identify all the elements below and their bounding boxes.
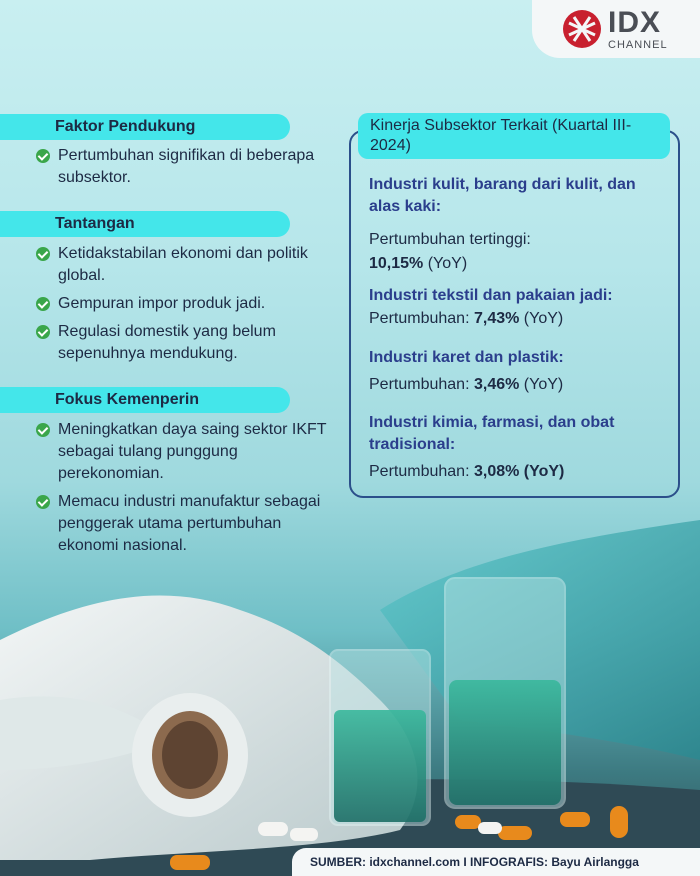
list-item: Pertumbuhan signifikan di beberapa subsektor. <box>36 145 336 189</box>
check-icon <box>36 149 50 163</box>
growth-unit: (YoY) <box>523 463 565 480</box>
check-icon <box>36 325 50 339</box>
growth-unit: (YoY) <box>523 376 564 393</box>
source-credit: SUMBER: idxchannel.com I INFOGRAFIS: Bayu Airlangga <box>292 848 700 876</box>
check-icon <box>36 297 50 311</box>
idx-channel-logo <box>532 0 700 58</box>
growth-value: 7,43% <box>473 310 520 327</box>
fokus-kemenperin-list <box>36 419 336 563</box>
section-title-faktor-pendukung: Faktor Pendukung <box>0 114 290 140</box>
tantangan-list <box>36 243 336 371</box>
list-item: Memacu industri manufaktur sebagai penggerak utama pertumbuhan ekonomi nasional. <box>36 491 336 557</box>
growth-label: Pertumbuhan: <box>369 463 470 480</box>
subsektor-item <box>369 412 669 484</box>
subsektor-item <box>369 174 669 276</box>
growth-label: Pertumbuhan: <box>369 376 470 393</box>
subsektor-item <box>369 285 669 331</box>
subsektor-name: Industri kulit, barang dari kulit, dan alas kaki: <box>369 176 636 215</box>
list-item: Ketidakstabilan ekonomi dan politik global. <box>36 243 336 287</box>
subsektor-growth-row <box>369 307 669 331</box>
growth-unit: (YoY) <box>427 255 468 272</box>
growth-value: 3,08% <box>473 463 520 480</box>
list-item: Gempuran impor produk jadi. <box>36 293 336 315</box>
check-icon <box>36 423 50 437</box>
subsektor-item <box>369 347 669 397</box>
growth-value: 10,15% <box>369 255 424 272</box>
subsektor-growth-row <box>369 373 669 397</box>
list-item: Meningkatkan daya saing sektor IKFT sebagai tulang punggung perekonomian. <box>36 419 336 485</box>
panel-title: Kinerja Subsektor Terkait (Kuartal III-2024) <box>358 113 670 159</box>
subsektor-growth-row <box>369 252 669 276</box>
logo-sub-text: CHANNEL <box>608 38 668 51</box>
growth-value: 3,46% <box>473 376 520 393</box>
check-icon <box>36 247 50 261</box>
logo-main-text: IDX <box>608 5 662 39</box>
section-title-tantangan: Tantangan <box>0 211 290 237</box>
idx-logo-icon <box>562 9 602 49</box>
list-item: Regulasi domestik yang belum sepenuhnya mendukung. <box>36 321 336 365</box>
section-title-fokus-kemenperin: Fokus Kemenperin <box>0 387 290 413</box>
growth-unit: (YoY) <box>523 310 564 327</box>
subsektor-name: Industri tekstil dan pakaian jadi: <box>369 287 613 304</box>
subsektor-name: Industri karet dan plastik: <box>369 349 564 366</box>
growth-label: Pertumbuhan: <box>369 310 470 327</box>
check-icon <box>36 495 50 509</box>
subsektor-growth-label: Pertumbuhan tertinggi: <box>369 231 531 248</box>
subsektor-name: Industri kimia, farmasi, dan obat tradisional: <box>369 414 615 453</box>
subsektor-growth-row <box>369 460 669 484</box>
faktor-pendukung-list <box>36 145 336 195</box>
